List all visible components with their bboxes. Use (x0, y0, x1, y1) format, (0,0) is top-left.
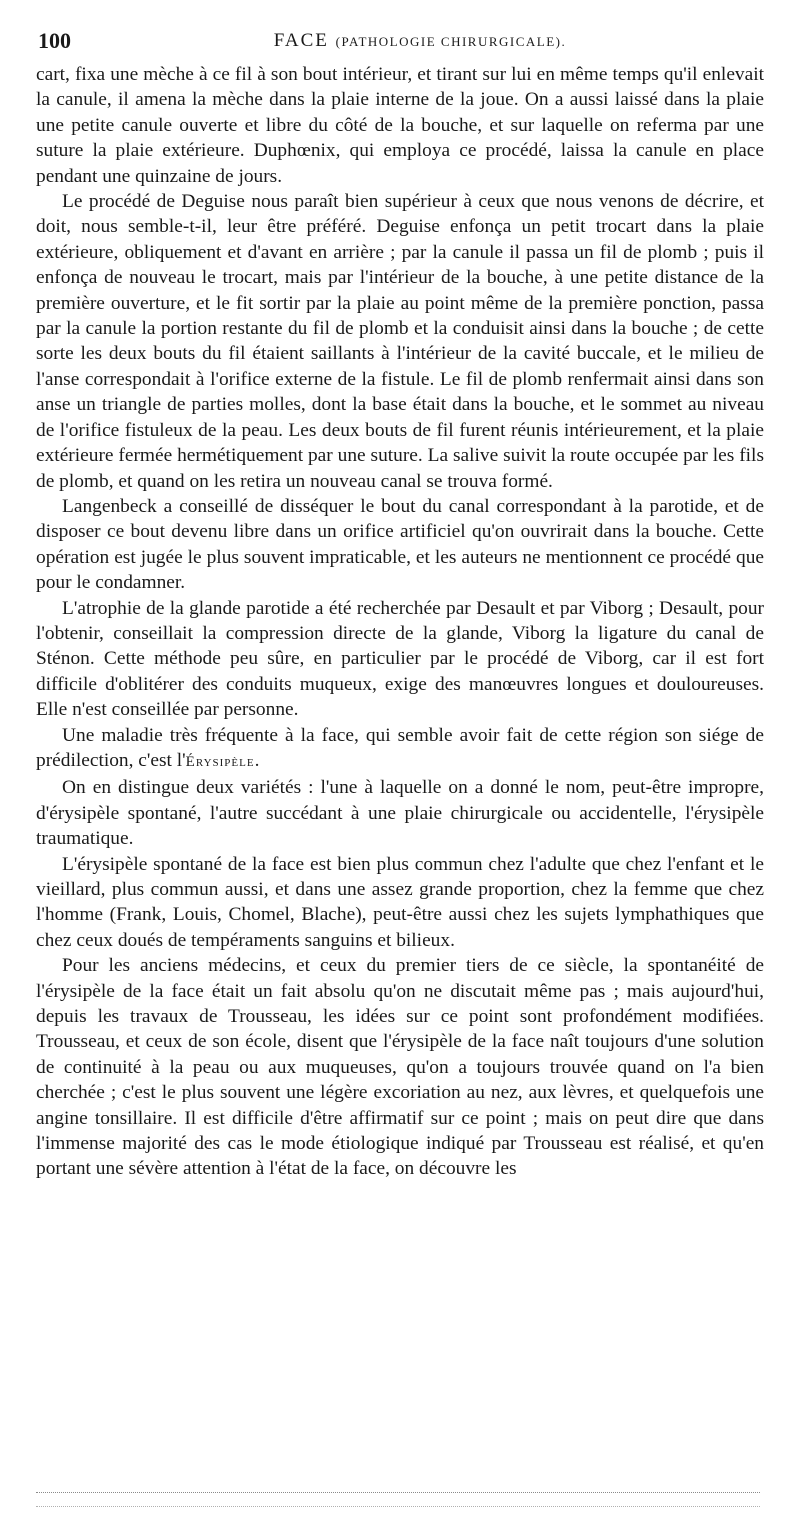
page-number: 100 (38, 28, 71, 53)
paragraph: L'érysipèle spontané de la face est bien plus commun chez l'adulte que chez l'enfant et le vieillard, plus commun aussi, et dans une assez grande proportion, chez la femme que chez l'homme (Frank, Louis, Chomel, Blache), peut-être aussi chez les sujets lymphathiques que chez ceux doués de tempéraments sanguins et bilieux. (36, 853, 764, 951)
footer-dotted-line (36, 1506, 760, 1507)
paragraph: Une maladie très fréquente à la face, qui semble avoir fait de cette région son siége de prédilection, c'est l'Érysipèle. (36, 724, 764, 771)
paragraph: Langenbeck a conseillé de disséquer le bout du canal correspondant à la parotide, et de disposer ce bout devenu libre dans un orifice artificiel qu'on ouvrirait dans la bouche. Cette opération est jugée le plus souvent impraticable, et les auteurs ne mentionnent ce procédé que pour le condamner. (36, 495, 764, 594)
running-title (36, 30, 764, 52)
footer-dotted-line (36, 1492, 760, 1493)
paragraph: cart, fixa une mèche à ce fil à son bout intérieur, et tirant sur lui en même temps qu'il enlevait la canule, il amena la mèche dans la plaie interne de la joue. On a aussi laissé dans la plaie une petite canule ouverte et libre du côté de la bouche, et sur laquelle on referma par une suture la plaie extérieure. Duphœnix, qui employa ce procédé, laissa la canule en place pendant une quinzaine de jours. (36, 64, 764, 187)
running-title-sub: (PATHOLOGIE CHIRURGICALE). (335, 34, 567, 49)
running-title-main: FACE (273, 30, 329, 51)
paragraph: On en distingue deux variétés : l'une à laquelle on a donné le nom, peut-être impropre, d'érysipèle spontané, l'autre succédant à une plaie chirurgicale ou accidentelle, l'érysipèle traumatique. (36, 777, 764, 850)
paragraph: Le procédé de Deguise nous paraît bien supérieur à ceux que nous venons de décrire, et doit, nous semble-t-il, leur être préféré. Deguise enfonça un petit trocart dans la plaie extérieure, obliquement et d'avant en arrière ; par la canule il passa un fil de plomb ; puis il enfonça de nouveau le trocart, mais par l'intérieur de la bouche, à une petite distance de la première ouverture, et le fit sortir par la plaie au point même de la première ponction, passa par la canule la portion restante du fil de plomb et la conduisit ainsi dans la bouche ; de cette sorte les deux bouts du fil étaient saillants à l'intérieur de la cavité buccale, et le milieu de l'anse correspondait à l'orifice externe de la fistule. Le fil de plomb renfermait ainsi dans son anse un triangle de parties molles, dont la base était dans la bouche, et le sommet au niveau de l'orifice fistuleux de la peau. Les deux bouts de fil furent réunis intérieurement, et la plaie extérieure fermée hermétiquement par une suture. La salive suivit la route occupée par les fils de plomb, et quand on les retira un nouveau canal se trouva formé. (36, 191, 764, 492)
paragraph: Pour les anciens médecins, et ceux du premier tiers de ce siècle, la spontanéité de l'érysipèle de la face était un fait absolu qu'on ne discutait même pas ; mais aujourd'hui, depuis les travaux de Trousseau, les idées sur ce point sont profondément modifiées. Trousseau, et ceux de son école, disent que l'érysipèle de la face naît toujours d'une solution de continuité à la peau ou aux muqueuses, qu'on a toujours trouvée quand on l'a bien cherchée ; c'est le plus souvent une légère excoriation au nez, aux lèvres, et quelquefois une angine tonsillaire. Il est difficile d'être affirmatif sur ce point ; mais on peut dire que dans l'immense majorité des cas le mode étiologique indiqué par Trousseau est réalisé, et qu'en portant une sévère attention à l'état de la face, on découvre les (36, 955, 764, 1180)
body-text (36, 62, 764, 1182)
section-term: Érysipèle (185, 753, 255, 770)
paragraph: L'atrophie de la glande parotide a été recherchée par Desault et par Viborg ; Desault, pour l'obtenir, conseillait la compression directe de la glande, Viborg la ligature du canal de Sténon. Cette méthode peu sûre, en particulier par le procédé de Viborg, car il est fort difficile d'oblitérer des conduits muqueux, exige des manœuvres longues et douloureuses. Elle n'est conseillée par personne. (36, 597, 764, 721)
running-header (36, 28, 764, 62)
